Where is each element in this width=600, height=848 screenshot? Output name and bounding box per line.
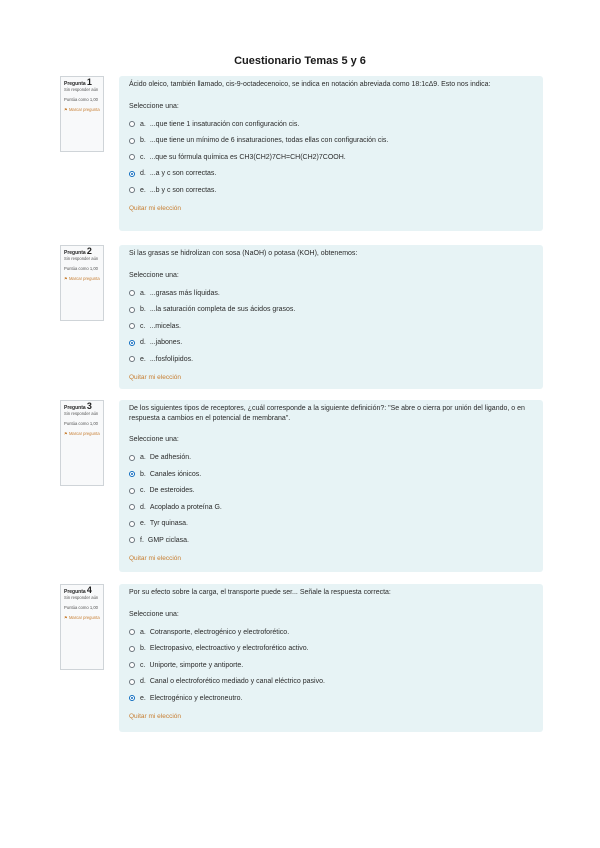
option-letter: b.: [140, 645, 146, 652]
question-text: Si las grasas se hidrolizan con sosa (NaOH) o potasa (KOH), obtenemos:: [129, 250, 358, 257]
flag-icon: ⚑: [64, 276, 68, 281]
question-number: 2: [86, 246, 92, 256]
question-label: Pregunta: [64, 250, 86, 256]
radio-button[interactable]: [129, 471, 135, 477]
answer-prompt: Seleccione una:: [129, 102, 179, 110]
clear-choice-link[interactable]: Quitar mi elección: [129, 373, 182, 381]
answer-option[interactable]: [129, 116, 533, 133]
option-letter: a.: [140, 120, 146, 128]
option-text: Canal o electroforético mediado y canal eléctrico pasivo.: [149, 678, 325, 685]
radio-button[interactable]: [129, 504, 135, 510]
question-score: Puntúa como 1,00: [64, 266, 98, 271]
question-info: [60, 76, 104, 152]
option-text: ...fosfolípidos.: [149, 355, 194, 363]
answer-option[interactable]: [129, 335, 533, 352]
question-score: Puntúa como 1,00: [64, 605, 98, 610]
question-score: Puntúa como 1,00: [64, 97, 98, 102]
radio-button[interactable]: [129, 646, 135, 652]
flag-label: Marcar pregunta: [68, 107, 100, 112]
flag-question-link[interactable]: [64, 431, 100, 437]
answer-option[interactable]: [129, 499, 533, 516]
option-letter: d.: [140, 503, 146, 511]
answer-option[interactable]: [129, 318, 533, 335]
question-status: Sin responder aún: [64, 411, 99, 416]
question-content: [119, 400, 543, 572]
option-letter: e.: [140, 186, 146, 194]
option-text: ...que tiene 1 insaturación con configuración cis.: [149, 120, 300, 128]
question-status: Sin responder aún: [64, 87, 99, 92]
radio-button[interactable]: [129, 307, 135, 313]
option-letter: a.: [140, 289, 146, 297]
radio-button[interactable]: [129, 323, 135, 329]
answer-option[interactable]: [129, 182, 533, 199]
answer-option[interactable]: [129, 351, 533, 368]
flag-question-link[interactable]: [64, 615, 100, 621]
option-text: ...a y c son correctas.: [149, 170, 217, 177]
option-letter: b.: [140, 137, 146, 144]
flag-icon: ⚑: [64, 431, 68, 436]
answer-prompt: Seleccione una:: [129, 610, 179, 618]
question-text: Por su efecto sobre la carga, el transporte puede ser... Señale la respuesta correcta:: [129, 589, 391, 596]
flag-icon: ⚑: [64, 615, 68, 620]
radio-button[interactable]: [129, 695, 135, 701]
question-number: 3: [86, 401, 92, 411]
radio-button[interactable]: [129, 356, 135, 362]
radio-button[interactable]: [129, 537, 135, 543]
answer-option[interactable]: [129, 516, 533, 533]
option-letter: c.: [140, 487, 146, 494]
radio-button[interactable]: [129, 154, 135, 160]
question-info: [60, 584, 104, 670]
option-text: Electropasivo, electroactivo y electroforético activo.: [149, 645, 309, 652]
question-label: Pregunta: [64, 81, 86, 87]
answer-option[interactable]: [129, 641, 533, 658]
option-letter: e.: [140, 355, 146, 363]
option-text: ...que su fórmula química es CH3(CH2)7CH=CH(CH2)7COOH.: [149, 153, 346, 161]
answer-option[interactable]: [129, 532, 533, 549]
option-text: De adhesión.: [149, 454, 192, 461]
option-letter: c.: [140, 153, 146, 161]
option-letter: a.: [140, 628, 146, 636]
radio-button[interactable]: [129, 521, 135, 527]
question-info: [60, 400, 104, 486]
question-number: 1: [86, 77, 92, 87]
answer-prompt: Seleccione una:: [129, 436, 179, 443]
question-block: [60, 400, 542, 572]
radio-button[interactable]: [129, 662, 135, 668]
flag-label: Marcar pregunta: [68, 615, 100, 620]
clear-choice-link[interactable]: Quitar mi elección: [129, 712, 182, 720]
question-content: [119, 584, 543, 732]
answer-option[interactable]: [129, 483, 533, 500]
radio-button[interactable]: [129, 290, 135, 296]
question-block: [60, 245, 542, 389]
radio-button[interactable]: [129, 629, 135, 635]
question-info: [60, 245, 104, 321]
option-text: ...grasas más líquidas.: [149, 289, 220, 297]
clear-choice-link[interactable]: Quitar mi elección: [129, 204, 182, 212]
answer-option[interactable]: [129, 166, 533, 183]
question-content: [119, 76, 543, 231]
flag-label: Marcar pregunta: [68, 276, 100, 281]
option-letter: c.: [140, 661, 146, 669]
option-letter: d.: [140, 339, 146, 346]
option-letter: d.: [140, 678, 146, 685]
option-text: ...b y c son correctas.: [149, 186, 217, 194]
page-title: Cuestionario Temas 5 y 6: [234, 55, 366, 67]
radio-button[interactable]: [129, 187, 135, 193]
option-letter: e.: [140, 520, 146, 527]
question-text: De los siguientes tipos de receptores, ¿cuál corresponde a la siguiente definición?: "Se abre o cierra por unión del ligando, o en respuesta a cambios en el potencial de membrana".: [129, 405, 525, 422]
question-text: Ácido oleico, también llamado, cis-9-octadecenoico, se indica en notación abreviada como 18:1cΔ9. Esto nos indica:: [129, 81, 491, 88]
question-score: Puntúa como 1,00: [64, 421, 98, 426]
option-text: GMP ciclasa.: [147, 536, 189, 544]
radio-button[interactable]: [129, 679, 135, 685]
question-status: Sin responder aún: [64, 595, 99, 600]
radio-button[interactable]: [129, 455, 135, 461]
flag-question-link[interactable]: [64, 107, 100, 113]
option-text: ...la saturación completa de sus ácidos grasos.: [149, 306, 296, 313]
answer-option[interactable]: [129, 133, 533, 150]
question-number: 4: [86, 585, 92, 595]
option-letter: b.: [140, 306, 146, 313]
flag-icon: ⚑: [64, 107, 68, 112]
question-content: [119, 245, 543, 389]
answer-option[interactable]: [129, 450, 533, 467]
answer-option[interactable]: [129, 466, 533, 483]
question-status: Sin responder aún: [64, 256, 99, 261]
radio-button[interactable]: [129, 121, 135, 127]
question-label: Pregunta: [64, 589, 86, 595]
radio-button[interactable]: [129, 138, 135, 144]
option-text: Cotransporte, electrogénico y electroforético.: [149, 628, 290, 636]
option-text: ...jabones.: [149, 339, 183, 346]
option-letter: b.: [140, 470, 146, 478]
answer-option[interactable]: [129, 624, 533, 641]
option-text: Canales iónicos.: [149, 470, 202, 478]
option-letter: a.: [140, 454, 146, 461]
answer-option[interactable]: [129, 674, 533, 691]
option-text: Acoplado a proteína G.: [149, 503, 222, 511]
option-letter: f.: [140, 536, 144, 544]
option-text: ...micelas.: [149, 322, 181, 330]
radio-button[interactable]: [129, 340, 135, 346]
option-text: ...que tiene un mínimo de 6 insaturaciones, todas ellas con configuración cis.: [149, 137, 389, 144]
option-text: Tyr quinasa.: [149, 520, 188, 527]
answer-option[interactable]: [129, 149, 533, 166]
answer-option[interactable]: [129, 302, 533, 319]
option-letter: e.: [140, 694, 146, 702]
option-text: De esteroides.: [149, 487, 195, 494]
option-letter: c.: [140, 322, 146, 330]
answer-option[interactable]: [129, 690, 533, 707]
flag-question-link[interactable]: [64, 276, 100, 282]
option-text: Electrogénico y electroneutro.: [149, 694, 243, 702]
answer-prompt: Seleccione una:: [129, 271, 179, 279]
question-label: Pregunta: [64, 405, 86, 411]
option-letter: d.: [140, 170, 146, 177]
question-block: [60, 584, 542, 732]
flag-label: Marcar pregunta: [68, 431, 100, 436]
answer-option[interactable]: [129, 657, 533, 674]
radio-button[interactable]: [129, 171, 135, 177]
option-text: Uniporte, simporte y antiporte.: [149, 661, 244, 669]
radio-button[interactable]: [129, 488, 135, 494]
answer-option[interactable]: [129, 285, 533, 302]
question-block: [60, 76, 542, 231]
clear-choice-link[interactable]: Quitar mi elección: [129, 554, 182, 562]
